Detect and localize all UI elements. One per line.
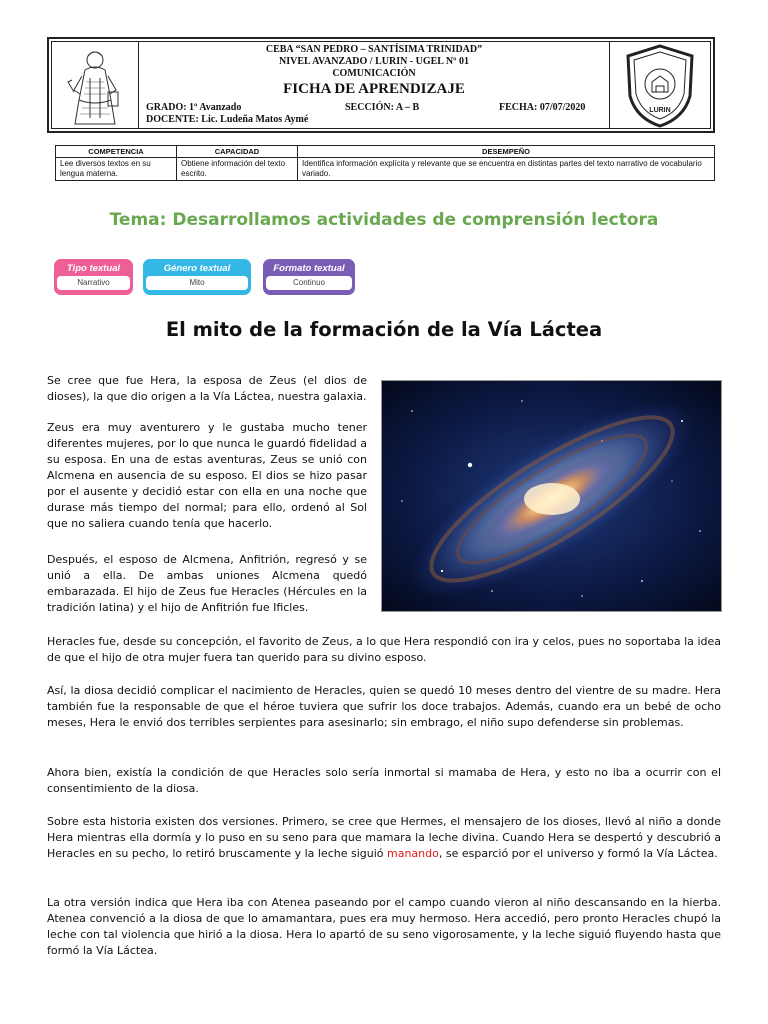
tag-tipo-textual <box>54 259 133 295</box>
header-text <box>139 42 609 128</box>
tag-value: Mito <box>146 276 248 290</box>
tag-value: Continuo <box>266 276 352 290</box>
highlighted-word: manando <box>387 847 439 860</box>
paragraph-5: Así, la diosa decidió complicar el nacimiento de Heracles, quien se quedó 10 meses dentro del vientre de su madre. Hera también fue la responsable de que el héroe tuviera que sufrir los doce trabajos. Además, cuando era un bebé de ocho meses, Hera le envió dos terribles serpientes para asesinarlo; sin embrago, el niño supo defenderse sin problemas. <box>47 684 721 729</box>
tag-label: Tipo textual <box>66 263 121 274</box>
story-title: El mito de la formación de la Vía Láctea <box>165 318 603 341</box>
col-desempeno: DESEMPEÑO <box>298 146 715 158</box>
sheet-title: FICHA DE APRENDIZAJE <box>283 81 465 97</box>
paragraph-8: La otra versión indica que Hera iba con Atenea paseando por el campo cuando vieron al niño descansando en la hierba. Atenea convenció a la diosa de que lo amamantara, pues era muy hermoso. Hera accedió, pero pronto Heracles chupó la leche con tal violencia que hirió a la diosa. Hera lo apartó de su seno vigorosamente, y la leche siguió fluyendo hasta que formó la Vía Láctea. <box>47 896 721 957</box>
paragraph-7 <box>47 814 721 862</box>
paragraph-3: Después, el esposo de Alcmena, Anfitrión, regresó y se unió a ella. De ambas uniones Alcmena quedó embarazada. El hijo de Zeus fue Heracles (Hércules en la tradición latina) y el hijo de Anfitrión fue Ificles. <box>47 553 367 614</box>
paragraph-6: Ahora bien, existía la condición de que Heracles solo sería inmortal si mamaba de Hera, y esto no iba a ocurrir con el consentimiento de la diosa. <box>47 766 721 795</box>
grade: GRADO: 1º Avanzado <box>146 102 242 113</box>
teacher: DOCENTE: Lic. Ludeña Matos Aymé <box>146 114 309 125</box>
tag-value: Narrativo <box>57 276 130 290</box>
cell-competencia: Lee diversos textos en su lengua materna. <box>56 158 177 181</box>
section: SECCIÓN: A – B <box>345 102 420 113</box>
paragraph-7-end: , se esparció por el universo y formó la Vía Láctea. <box>438 847 718 860</box>
cell-desempeno: Identifica información explícita y relevante que se encuentra en distintas partes del texto narrativo de vocabulario variado. <box>298 158 715 181</box>
competency-table <box>55 145 715 181</box>
school-seal <box>609 42 710 128</box>
tag-genero-textual <box>143 259 251 295</box>
table-row <box>56 158 715 181</box>
saint-illustration <box>52 42 139 128</box>
topic-heading: Tema: Desarrollamos actividades de comprensión lectora <box>109 210 659 230</box>
header-box <box>47 37 715 133</box>
paragraph-4: Heracles fue, desde su concepción, el favorito de Zeus, a lo que Hera respondió con ira y celos, pues no soportaba la idea de que el hijo de otra mujer fuera tan querido para su divino esposo. <box>47 635 721 664</box>
paragraph-1: Se cree que fue Hera, la esposa de Zeus (el dios de dioses), la que dio origen a la Vía Láctea, nuestra galaxia. <box>47 374 367 403</box>
col-capacidad: CAPACIDAD <box>177 146 298 158</box>
galaxy-image <box>381 380 722 612</box>
seal-label: LURIN <box>649 107 671 114</box>
tag-label: Género textual <box>163 263 231 274</box>
school-level: NIVEL AVANZADO / LURIN - UGEL Nº 01 <box>279 56 469 67</box>
school-name: CEBA “SAN PEDRO – SANTÍSIMA TRINIDAD” <box>265 44 483 55</box>
paragraph-2: Zeus era muy aventurero y le gustaba mucho tener diferentes mujeres, por lo que nunca le guardó fidelidad a su esposa. En una de estas aventuras, Zeus se unió con Alcmena en ausencia de su esposo. El dios se hizo pasar por el ausente y decidió estar con ella en una noche que durase más tiempo del normal; para ello, ordenó al Sol que no saliera cuando tenía que hacerlo. <box>47 421 368 530</box>
tag-label: Formato textual <box>273 263 345 274</box>
col-competencia: COMPETENCIA <box>56 146 177 158</box>
table-header-row <box>56 146 715 158</box>
cell-capacidad: Obtiene información del texto escrito. <box>177 158 298 181</box>
subject: COMUNICACIÓN <box>332 68 416 79</box>
saint-figure-icon <box>52 42 138 130</box>
tag-formato-textual <box>263 259 355 295</box>
date: FECHA: 07/07/2020 <box>499 102 586 113</box>
seal-icon <box>610 42 710 130</box>
paragraph-7-start: Sobre esta historia existen dos versiones. Primero, se cree que Hermes, el mensajero de los dioses, llevó al niño a donde Hera mientras ella dormía y lo puso en su seno para que mamara la leche divina. Cuando Hera se despertó y descubrió a Heracles en su pecho, lo retiró bruscamente y la leche siguió <box>47 815 721 860</box>
